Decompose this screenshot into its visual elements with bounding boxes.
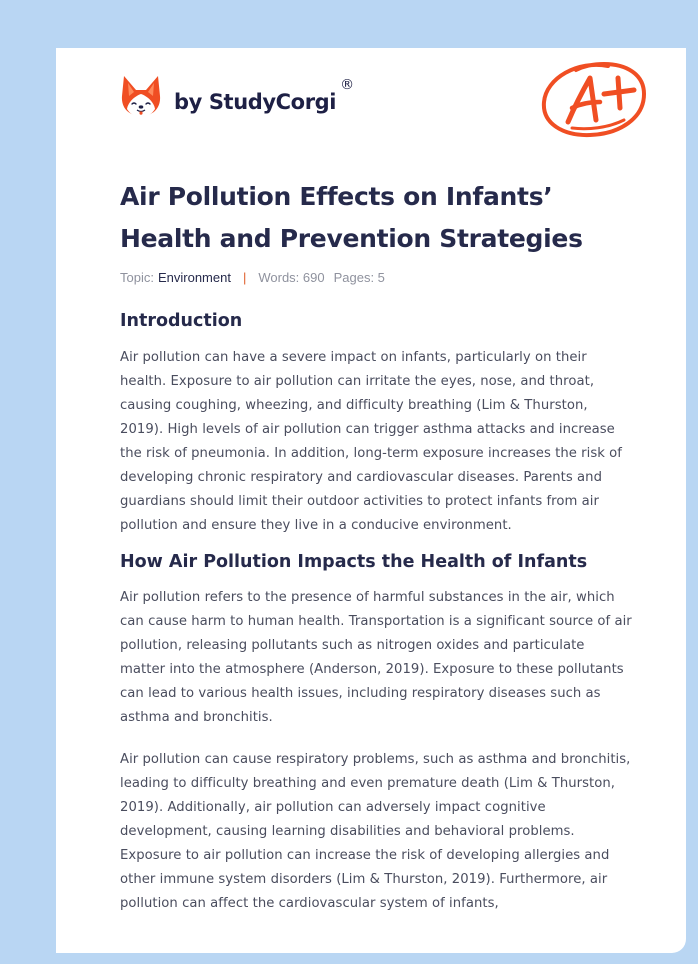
studycorgi-logo[interactable] [120, 74, 354, 120]
paragraph: Air pollution refers to the presence of harmful substances in the air, which can cause harm to human health. Transportation is a significant source of air pollution, releasing pollutants such as nitrogen oxides and particulate matter into the atmosphere (Anderson, 2019). Exposure to these pollutants can lead to various health issues, including respiratory diseases such as asthma and bronchitis. [120, 590, 632, 725]
meta-separator: | [242, 270, 247, 285]
registered-mark: ® [340, 77, 355, 93]
topic-link[interactable]: Environment [157, 270, 231, 285]
corgi-icon [120, 74, 162, 120]
document-meta [120, 270, 632, 285]
document-card [56, 48, 686, 953]
paragraph: Air pollution can have a severe impact on infants, particularly on their health. Exposure to air pollution can irritate the eyes, nose, and throat, causing coughing, wheezing, and difficulty breathing (Lim & Thurston, 2019). High levels of air pollution can trigger asthma attacks and increase the risk of pneumonia. In addition, long-term exposure increases the risk of developing chronic respiratory and cardiovascular diseases. Parents and guardians should limit their outdoor activities to protect infants from air pollution and ensure they live in a conducive environment. [120, 350, 622, 533]
page-header [56, 48, 686, 168]
paragraph: Air pollution can cause respiratory problems, such as asthma and bronchitis, leading to difficulty breathing and even premature death (Lim & Thurston, 2019). Additionally, air pollution can adversely impact cognitive development, causing learning disabilities and behavioral problems. Exposure to air pollution can increase the risk of developing allergies and other immune system disorders (Lim & Thurston, 2019). Furthermore, air pollution can affect the cardiovascular system of infants, [120, 752, 631, 911]
section-heading-health-impacts: How Air Pollution Impacts the Health of Infants [120, 552, 588, 572]
section-heading-introduction: Introduction [120, 311, 243, 331]
logo-text: by StudyCorgi [174, 90, 337, 114]
topic-label: Topic: [120, 270, 154, 285]
page-count: Pages: 5 [333, 270, 385, 285]
a-plus-grade-icon [538, 58, 650, 140]
document-content [120, 176, 632, 916]
word-count: Words: 690 [258, 270, 325, 285]
document-title: Air Pollution Effects on Infants’ Health and Prevention Strategies [120, 182, 583, 253]
